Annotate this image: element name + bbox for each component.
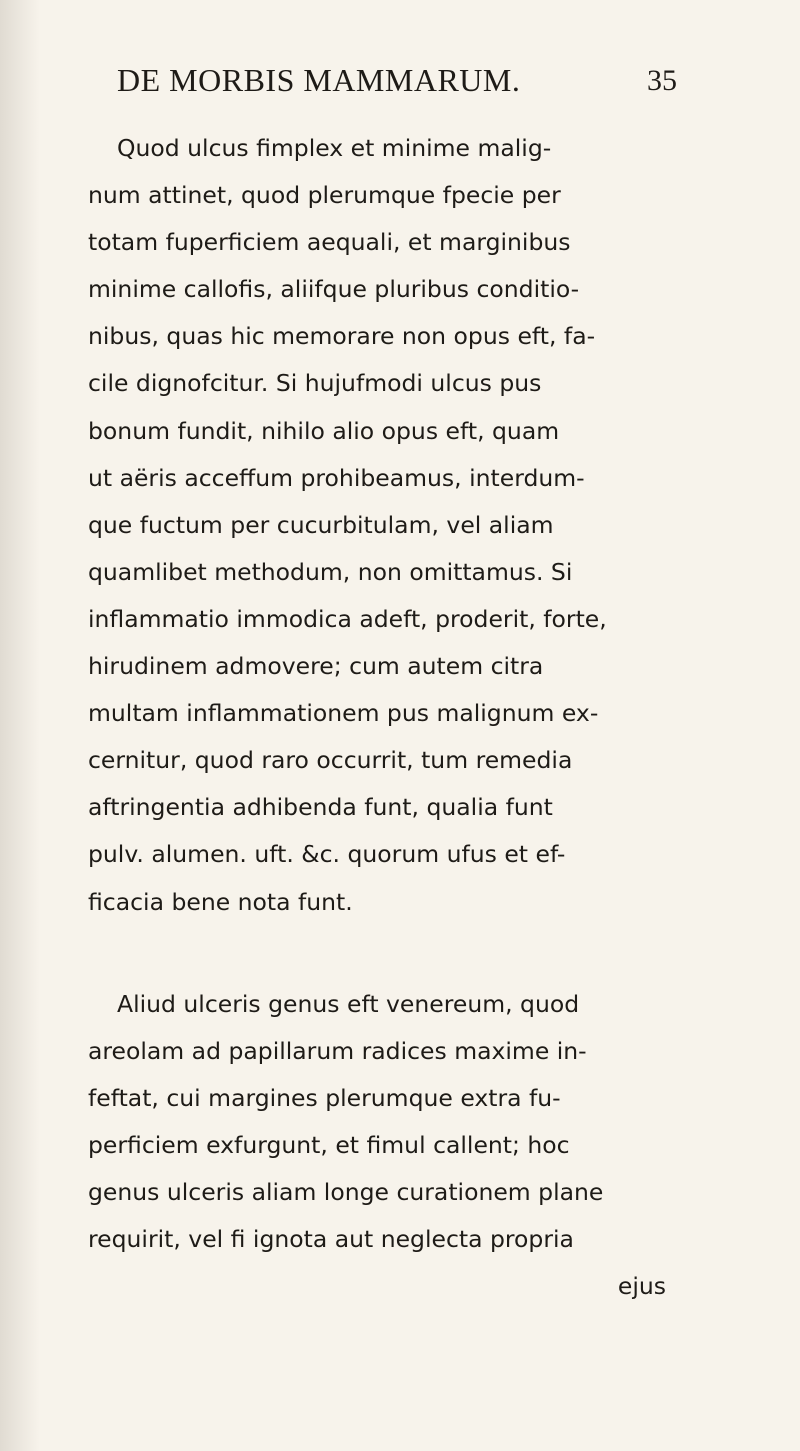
text-line: totam fuperficiem aequali, et marginibus — [88, 228, 571, 257]
paragraph-1 — [88, 125, 728, 926]
body-text — [88, 125, 728, 1310]
text-line: requirit, vel fi ignota aut neglecta propria — [88, 1225, 574, 1254]
text-line: ficacia bene nota funt. — [88, 887, 353, 916]
page-number: 35 — [647, 64, 677, 97]
text-line: bonum fundit, nihilo alio opus eft, quam — [88, 416, 560, 445]
text-line: multam inflammationem pus malignum ex- — [88, 699, 599, 728]
text-line: ut aëris acceffum prohibeamus, interdum- — [88, 463, 585, 492]
text-line: inflammatio immodica adeft, proderit, forte, — [88, 604, 607, 633]
text-line: perficiem exfurgunt, et fimul callent; hoc — [88, 1130, 570, 1159]
text-line: pulv. alumen. uft. &c. quorum ufus et ef- — [88, 840, 566, 869]
text-line: Quod ulcus fimplex et minime malig- — [117, 134, 552, 162]
text-line: cile dignofcitur. Si hujufmodi ulcus pus — [88, 369, 542, 398]
text-line: hirudinem admovere; cum autem citra — [88, 652, 544, 681]
text-line: que fuctum per cucurbitulam, vel aliam — [88, 510, 554, 539]
catchword: ejus — [617, 1272, 666, 1301]
text-line: aftringentia adhibenda funt, qualia funt — [88, 793, 553, 822]
page-header — [117, 62, 677, 112]
text-line: areolam ad papillarum radices maxime in- — [88, 1036, 587, 1065]
text-line: feftat, cui margines plerumque extra fu- — [88, 1083, 561, 1112]
running-head: DE MORBIS MAMMARUM. — [117, 62, 521, 98]
paragraph-2 — [88, 981, 728, 1264]
text-line: num attinet, quod plerumque fpecie per — [88, 181, 561, 210]
text-line: minime callofis, aliifque pluribus conditio- — [88, 275, 580, 304]
paragraph-gap — [88, 926, 728, 981]
text-line: genus ulceris aliam longe curationem plane — [88, 1177, 604, 1206]
text-line: cernitur, quod raro occurrit, tum remedia — [88, 746, 573, 775]
text-line: nibus, quas hic memorare non opus eft, fa- — [88, 322, 596, 351]
text-line: quamlibet methodum, non omittamus. Si — [88, 557, 573, 586]
text-line: Aliud ulceris genus eft venereum, quod — [117, 989, 580, 1018]
